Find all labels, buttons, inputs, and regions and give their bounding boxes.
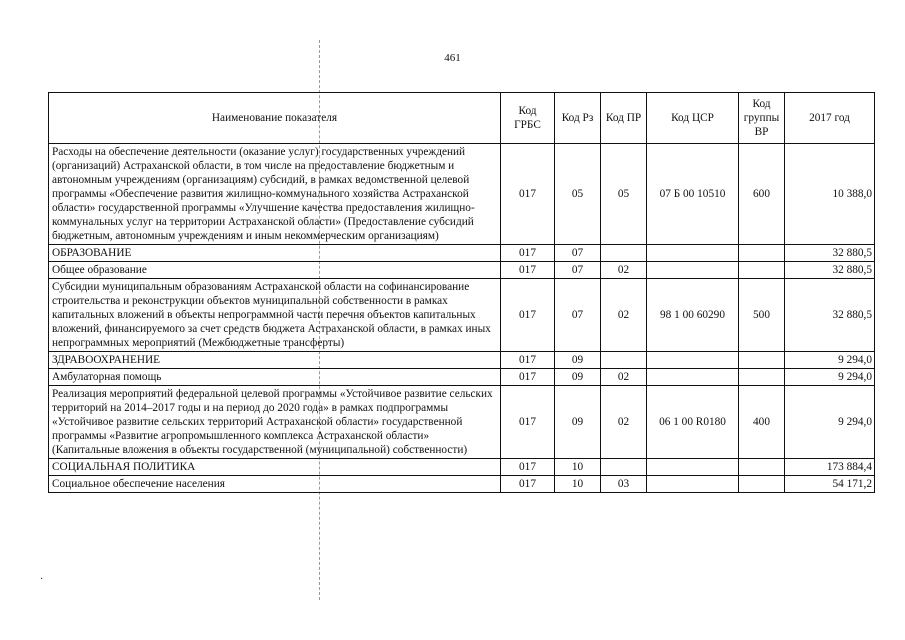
row-rz: 05	[555, 144, 601, 245]
row-csr	[647, 262, 739, 279]
header-grbs: Код ГРБС	[501, 93, 555, 144]
row-vr	[739, 262, 785, 279]
row-name: Реализация мероприятий федеральной целевой программы «Устойчивое развитие сельских территорий на 2014–2017 годы и на период до 2020 года» в рамках подпрограммы «Устойчивое развитие сельских территорий Астраханской области» государственной программы «Развитие агропромышленного комплекса Астраханской области» (Капитальные вложения в объекты государственной (муниципальной) собственности)	[49, 386, 501, 459]
row-rz: 09	[555, 386, 601, 459]
row-name: Расходы на обеспечение деятельности (оказание услуг) государственных учреждений (организаций) Астраханской области, в том числе на предоставление бюджетным и автономным учреждениям (организациям) субсидий, в рамках ведомственной целевой программы «Обеспечение развития жилищно-коммунального хозяйства Астраханской области» государственной программы «Улучшение качества предоставления жилищно-коммунальных услуг на территории Астраханской области» (Предоставление субсидий бюджетным, автономным учреждениям и иным некоммерческим организациям)	[49, 144, 501, 245]
header-name: Наименование показателя	[49, 93, 501, 144]
row-rz: 07	[555, 262, 601, 279]
row-pr	[601, 352, 647, 369]
row-name: ЗДРАВООХРАНЕНИЕ	[49, 352, 501, 369]
row-grbs: 017	[501, 386, 555, 459]
row-pr: 03	[601, 476, 647, 493]
table-row	[49, 386, 875, 459]
row-rz: 09	[555, 369, 601, 386]
row-vr: 400	[739, 386, 785, 459]
row-pr: 02	[601, 262, 647, 279]
row-grbs: 017	[501, 144, 555, 245]
scan-mark: ·	[40, 574, 44, 585]
row-grbs: 017	[501, 476, 555, 493]
row-pr	[601, 245, 647, 262]
row-grbs: 017	[501, 459, 555, 476]
row-csr	[647, 459, 739, 476]
table-row	[49, 279, 875, 352]
row-csr	[647, 245, 739, 262]
row-amount: 54 171,2	[785, 476, 875, 493]
row-rz: 10	[555, 476, 601, 493]
row-name: ОБРАЗОВАНИЕ	[49, 245, 501, 262]
row-amount: 32 880,5	[785, 262, 875, 279]
row-name: Субсидии муниципальным образованиям Астраханской области на софинансирование строительства и реконструкции объектов муниципальной собственности в рамках капитальных вложений в объекты непрограммной части перечня объектов капитальных вложений, финансируемого за счет средств бюджета Астраханской области, в рамках иных непрограммных мероприятий (Межбюджетные трансферты)	[49, 279, 501, 352]
row-pr: 02	[601, 369, 647, 386]
row-vr	[739, 476, 785, 493]
row-csr: 06 1 00 R0180	[647, 386, 739, 459]
row-pr: 02	[601, 279, 647, 352]
row-vr	[739, 459, 785, 476]
row-amount: 9 294,0	[785, 369, 875, 386]
row-name: СОЦИАЛЬНАЯ ПОЛИТИКА	[49, 459, 501, 476]
table-row	[49, 459, 875, 476]
row-amount: 9 294,0	[785, 386, 875, 459]
row-vr	[739, 352, 785, 369]
header-rz: Код Рз	[555, 93, 601, 144]
row-csr	[647, 369, 739, 386]
row-pr	[601, 459, 647, 476]
row-grbs: 017	[501, 262, 555, 279]
row-csr: 98 1 00 60290	[647, 279, 739, 352]
header-vr: Код группы ВР	[739, 93, 785, 144]
header-pr: Код ПР	[601, 93, 647, 144]
table-row	[49, 144, 875, 245]
row-rz: 07	[555, 279, 601, 352]
row-amount: 32 880,5	[785, 279, 875, 352]
row-rz: 10	[555, 459, 601, 476]
row-vr	[739, 245, 785, 262]
row-amount: 32 880,5	[785, 245, 875, 262]
row-vr: 600	[739, 144, 785, 245]
row-name: Общее образование	[49, 262, 501, 279]
row-grbs: 017	[501, 352, 555, 369]
header-csr: Код ЦСР	[647, 93, 739, 144]
row-amount: 9 294,0	[785, 352, 875, 369]
table-row	[49, 352, 875, 369]
row-name: Амбулаторная помощь	[49, 369, 501, 386]
table-row	[49, 262, 875, 279]
table-row	[49, 369, 875, 386]
table-row	[49, 476, 875, 493]
row-csr	[647, 352, 739, 369]
row-grbs: 017	[501, 279, 555, 352]
header-year: 2017 год	[785, 93, 875, 144]
row-rz: 07	[555, 245, 601, 262]
row-pr: 05	[601, 144, 647, 245]
budget-table	[48, 92, 875, 493]
row-csr	[647, 476, 739, 493]
table-row	[49, 245, 875, 262]
row-name: Социальное обеспечение населения	[49, 476, 501, 493]
row-vr: 500	[739, 279, 785, 352]
row-csr: 07 Б 00 10510	[647, 144, 739, 245]
row-rz: 09	[555, 352, 601, 369]
page-number: 461	[444, 52, 461, 64]
row-grbs: 017	[501, 369, 555, 386]
row-amount: 10 388,0	[785, 144, 875, 245]
header-row	[49, 93, 875, 144]
row-amount: 173 884,4	[785, 459, 875, 476]
row-vr	[739, 369, 785, 386]
row-pr: 02	[601, 386, 647, 459]
row-grbs: 017	[501, 245, 555, 262]
